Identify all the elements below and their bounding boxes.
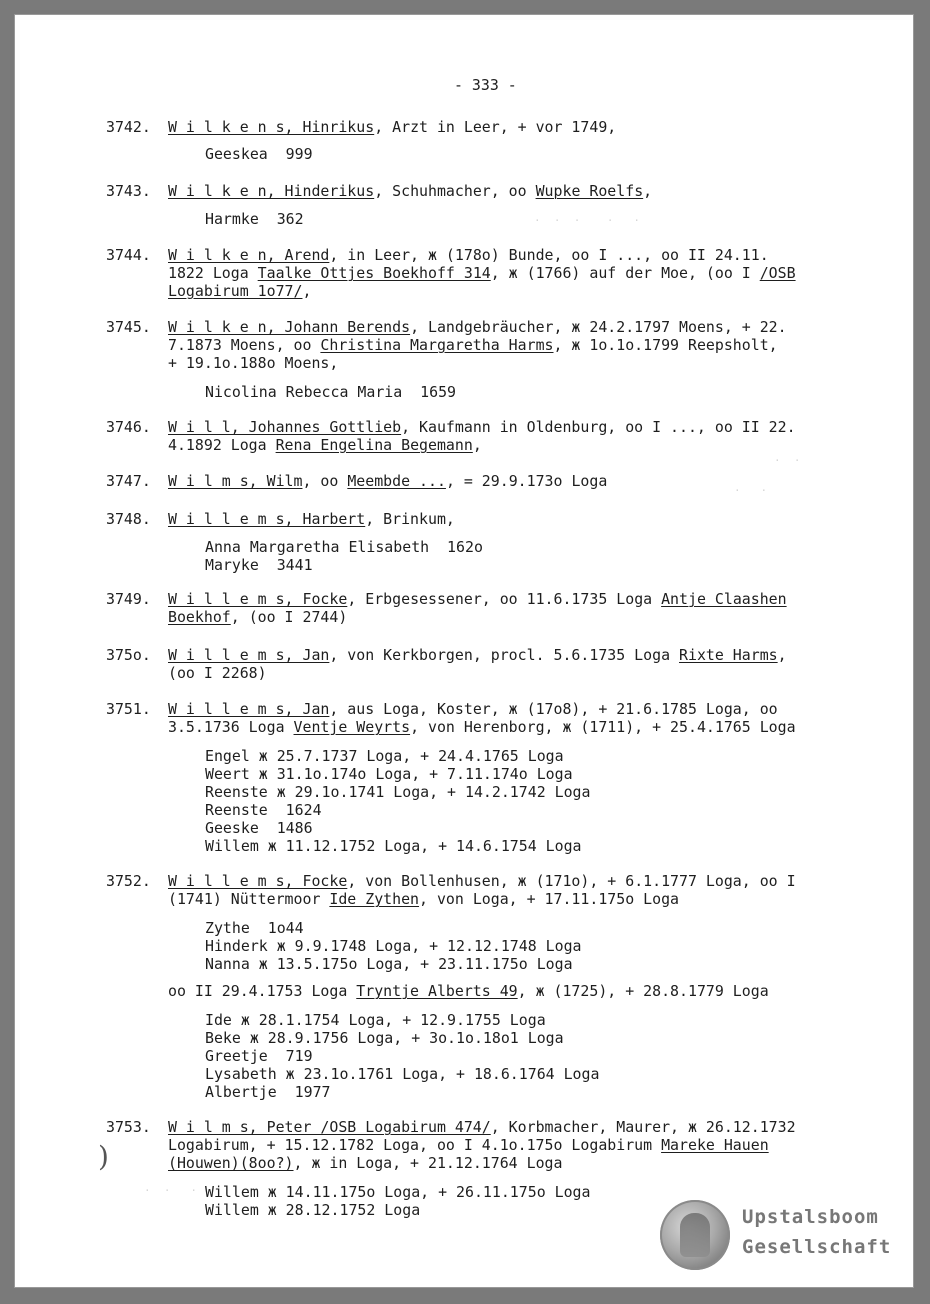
entry-text-line — [168, 1136, 769, 1154]
text-segment: Logabirum, + 15.12.1782 Loga, oo I 4.1o.175o Logabirum — [168, 1136, 662, 1154]
page-number: - 333 - — [454, 76, 517, 94]
text-segment: Antje Claashen — [661, 590, 787, 608]
text-segment: 1822 Loga — [168, 264, 258, 282]
text-segment: , Kaufmann in Oldenburg, oo I ..., oo II 22. — [401, 418, 796, 436]
text-segment: 7.1873 Moens, oo — [168, 336, 321, 354]
text-segment: W i l m s, Wilm — [168, 472, 303, 490]
child-line: Engel ж 25.7.1737 Loga, + 24.4.1765 Loga — [205, 747, 564, 765]
text-segment: W i l k e n, Johann Berends — [168, 318, 411, 336]
child-line: Reenste ж 29.1o.1741 Loga, + 14.2.1742 Loga — [205, 783, 591, 801]
child-line: Reenste 1624 — [205, 801, 322, 819]
child-line: Nanna ж 13.5.175o Loga, + 23.11.175o Loga — [205, 955, 573, 973]
text-segment: , = 29.9.173o Loga — [445, 472, 608, 490]
text-segment: , von Herenborg, ж (1711), + 25.4.1765 Loga — [410, 718, 796, 736]
child-line: Zythe 1o44 — [205, 919, 304, 937]
entry-text-line — [168, 664, 267, 682]
text-segment: Logabirum 1o77/ — [168, 282, 303, 300]
child-line: Lysabeth ж 23.1o.1761 Loga, + 18.6.1764 Loga — [205, 1065, 600, 1083]
document-page — [14, 14, 914, 1288]
entry-text-line — [168, 646, 787, 664]
entry-text-line — [168, 1118, 796, 1136]
entry-number: 3753. — [106, 1118, 151, 1136]
text-segment: , Erbgesessener, oo 11.6.1735 Loga — [347, 590, 662, 608]
entry-number: 3745. — [106, 318, 151, 336]
text-segment: , ж 1o.1o.1799 Reepsholt, — [553, 336, 778, 354]
entry-text-line — [168, 282, 311, 300]
child-line: Ide ж 28.1.1754 Loga, + 12.9.1755 Loga — [205, 1011, 546, 1029]
entry-text-line — [168, 718, 796, 736]
text-segment: (oo I 2268) — [168, 664, 267, 682]
text-segment: W i l k e n, Arend — [168, 246, 330, 264]
entry-text-line — [168, 336, 778, 354]
entry-text-line — [168, 510, 455, 528]
text-segment: Tryntje Alberts 49 — [356, 982, 518, 1000]
bleed-through-mark: · · · — [144, 1184, 197, 1197]
bleed-through-mark: · · · · · — [534, 214, 640, 227]
child-line: Maryke 3441 — [205, 556, 313, 574]
text-segment: Taalke Ottjes Boekhoff 314 — [257, 264, 491, 282]
entry-number: 3752. — [106, 872, 151, 890]
text-segment: , (oo I 2744) — [230, 608, 348, 626]
text-segment: W i l k e n, Hinderikus — [168, 182, 375, 200]
entry-number: 3746. — [106, 418, 151, 436]
entry-text-line — [168, 700, 778, 718]
text-segment: , — [302, 282, 312, 300]
entry-text-line — [168, 1154, 562, 1172]
entry-text-line — [168, 436, 482, 454]
text-segment: , Schuhmacher, oo — [374, 182, 536, 200]
text-segment: + 19.1o.188o Moens, — [168, 354, 339, 372]
text-segment: , von Loga, + 17.11.175o Loga — [419, 890, 680, 908]
child-line: Geeske 1486 — [205, 819, 313, 837]
child-line: Willem ж 14.11.175o Loga, + 26.11.175o Loga — [205, 1183, 591, 1201]
child-line: Weert ж 31.1o.174o Loga, + 7.11.174o Loga — [205, 765, 573, 783]
text-segment: (Houwen)(8oo?) — [168, 1154, 294, 1172]
entry-text-line — [168, 264, 796, 282]
child-line: Beke ж 28.9.1756 Loga, + 3o.1o.18o1 Loga — [205, 1029, 564, 1047]
publisher-logo — [660, 1198, 912, 1274]
entry-number: 3748. — [106, 510, 151, 528]
entry-text-line — [168, 872, 796, 890]
text-segment: , ж (1766) auf der Moe, (oo I — [490, 264, 760, 282]
text-segment: , Brinkum, — [365, 510, 455, 528]
child-line: Greetje 719 — [205, 1047, 313, 1065]
text-segment: W i l l e m s, Jan — [168, 700, 330, 718]
text-segment: , ж in Loga, + 21.12.1764 Loga — [293, 1154, 563, 1172]
seal-emblem-icon — [660, 1200, 730, 1270]
margin-bracket-mark: ) — [98, 1140, 109, 1173]
second-marriage-line — [168, 982, 769, 1000]
child-line: Albertje 1977 — [205, 1083, 331, 1101]
entry-number: 3751. — [106, 700, 151, 718]
logo-line-1: Upstalsboom — [742, 1206, 879, 1228]
text-segment: /OSB — [759, 264, 796, 282]
text-segment: , — [643, 182, 653, 200]
text-segment: , Landgebräucher, ж 24.2.1797 Moens, + 22. — [410, 318, 787, 336]
entry-text-line — [168, 608, 347, 626]
text-segment: , in Leer, ж (178o) Bunde, oo I ..., oo II 24.11. — [329, 246, 769, 264]
text-segment: Wupke Roelfs — [535, 182, 644, 200]
entry-text-line — [168, 890, 679, 908]
entry-number: 3744. — [106, 246, 151, 264]
text-segment: , Korbmacher, Maurer, ж 26.12.1732 — [490, 1118, 796, 1136]
logo-line-2: Gesellschaft — [742, 1236, 892, 1258]
entry-number: 375o. — [106, 646, 151, 664]
text-segment: W i l l, Johannes Gottlieb — [168, 418, 402, 436]
child-line: Nicolina Rebecca Maria 1659 — [205, 383, 457, 401]
text-segment: W i l l e m s, Focke — [168, 590, 348, 608]
entry-text-line — [168, 354, 338, 372]
entry-text-line — [168, 590, 787, 608]
entry-text-line — [168, 118, 616, 136]
text-segment: , von Kerkborgen, procl. 5.6.1735 Loga — [329, 646, 680, 664]
entry-number: 3743. — [106, 182, 151, 200]
text-segment: Mareke Hauen — [661, 1136, 769, 1154]
text-segment: , ж (1725), + 28.8.1779 Loga — [517, 982, 769, 1000]
text-segment: Christina Margaretha Harms — [320, 336, 554, 354]
bleed-through-mark: · · — [734, 484, 768, 497]
text-segment: oo II 29.4.1753 Loga — [168, 982, 357, 1000]
text-segment: , oo — [302, 472, 348, 490]
text-segment: W i l l e m s, Jan — [168, 646, 330, 664]
child-line: Willem ж 28.12.1752 Loga — [205, 1201, 421, 1219]
text-segment: , von Bollenhusen, ж (171o), + 6.1.1777 Loga, oo I — [347, 872, 796, 890]
child-line: Anna Margaretha Elisabeth 162o — [205, 538, 483, 556]
entry-number: 3749. — [106, 590, 151, 608]
entry-number: 3747. — [106, 472, 151, 490]
bleed-through-mark: · · — [774, 454, 801, 467]
entry-text-line — [168, 418, 796, 436]
text-segment: Meembde ... — [347, 472, 446, 490]
text-segment: (1741) Nüttermoor — [168, 890, 330, 908]
entry-text-line — [168, 182, 652, 200]
child-line: Harmke 362 — [205, 210, 304, 228]
text-segment: Ventje Weyrts — [293, 718, 411, 736]
child-line: Geeskea 999 — [205, 145, 313, 163]
text-segment: Ide Zythen — [329, 890, 420, 908]
text-segment: Rena Engelina Begemann — [275, 436, 473, 454]
child-line: Hinderk ж 9.9.1748 Loga, + 12.12.1748 Loga — [205, 937, 582, 955]
text-segment: , aus Loga, Koster, ж (17o8), + 21.6.1785 Loga, oo — [329, 700, 778, 718]
text-segment: W i l k e n s, Hinrikus — [168, 118, 375, 136]
entry-text-line — [168, 318, 787, 336]
text-segment: W i l m s, Peter /OSB Logabirum 474/ — [168, 1118, 491, 1136]
text-segment: Boekhof — [168, 608, 231, 626]
text-segment: , — [472, 436, 482, 454]
text-segment: Rixte Harms — [679, 646, 778, 664]
text-segment: 4.1892 Loga — [168, 436, 276, 454]
text-segment: , Arzt in Leer, + vor 1749, — [374, 118, 617, 136]
entry-number: 3742. — [106, 118, 151, 136]
text-segment: 3.5.1736 Loga — [168, 718, 294, 736]
child-line: Willem ж 11.12.1752 Loga, + 14.6.1754 Loga — [205, 837, 582, 855]
entry-text-line — [168, 246, 769, 264]
text-segment: W i l l e m s, Harbert — [168, 510, 366, 528]
text-segment: , — [777, 646, 787, 664]
text-segment: W i l l e m s, Focke — [168, 872, 348, 890]
entry-text-line — [168, 472, 607, 490]
